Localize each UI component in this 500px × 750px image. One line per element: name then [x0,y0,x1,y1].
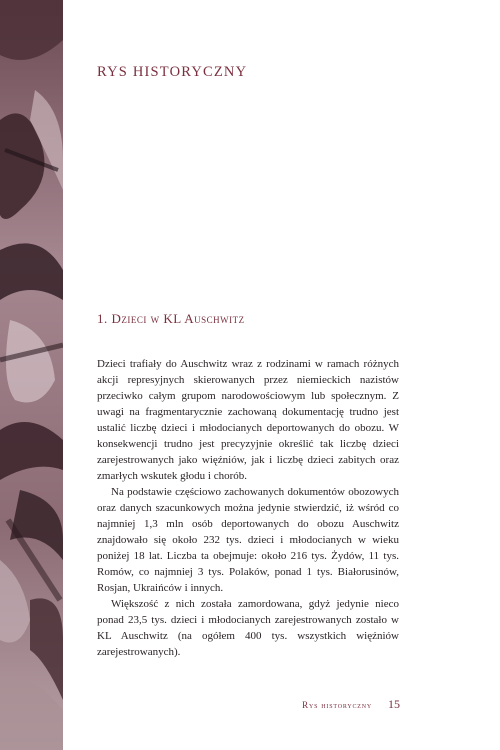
page-number: 15 [388,697,400,711]
paragraph-2: Na podstawie częściowo zachowanych dokumentów obozowych oraz danych szacunkowych można jedynie stwierdzić, iż wśród co najmniej 1,3 mln osób deportowanych do obozu Auschwitz znajdowało się około 232 tys. dzieci i młodocianych w wieku poniżej 18 lat. Liczba ta obejmuje: około 216 tys. Żydów, 11 tys. Romów, co najmniej 3 tys. Polaków, ponad 1 tys. Białorusinów, Rosjan, Ukraińców i innych. [97,486,399,594]
sepia-photo-image [0,0,63,750]
running-head: Rys historyczny [302,700,372,710]
page-footer [280,697,400,712]
paragraph-3: Większość z nich została zamordowana, gdyż jedynie nieco ponad 23,5 tys. dzieci i młodocianych zarejestrowanych zostało w KL Auschwitz (na ogółem 400 tys. wszystkich więźniów zarejestrowanych). [97,598,399,658]
section-title: 1. Dzieci w KL Auschwitz [97,311,245,326]
paragraph-1: Dzieci trafiały do Auschwitz wraz z rodzinami w ramach różnych akcji represyjnych skierowanych przez niemieckich nazistów przeciwko całym grupom narodowościowym lub społecznym. Z uwagi na fragmentarycznie zachowaną dokumentację trudno jest ustalić liczbę dzieci i młodocianych deportowanych do obozu. W konsekwencji trudno jest precyzyjnie określić tak liczbę dzieci zarejestrowanych jako więźniów, jak i liczbę dzieci zabitych oraz zmarłych wskutek głodu i chorób. [97,358,399,482]
decorative-photo-strip [0,0,63,750]
chapter-title: RYS HISTORYCZNY [97,64,248,80]
body-text [97,356,399,660]
